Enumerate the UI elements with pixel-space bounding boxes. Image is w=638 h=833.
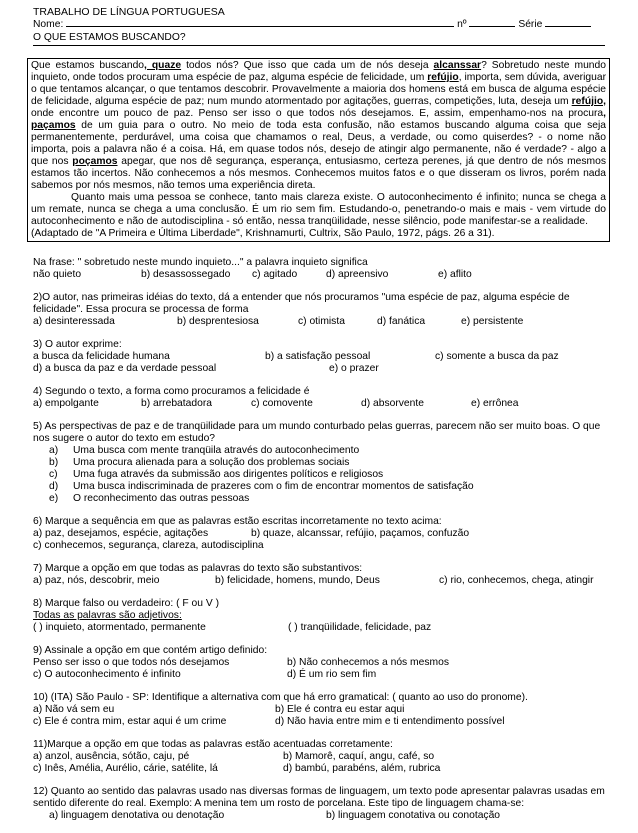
option-a: a) Uma busca com mente tranqüila através do autoconhecimento (49, 445, 360, 456)
question-4 (33, 386, 618, 410)
answer-options (33, 810, 618, 822)
option-d: d) fanática (377, 316, 426, 327)
answer-options (33, 704, 618, 716)
number-label: nº (457, 19, 467, 30)
question-stem: 12) Quanto ao sentido das palavras usado nas diversas formas de linguagem, um texto pode apresentar palavras usadas em sentido diferente do real. Exemplo: A menina tem um rosto de porcelana. Este tipo de linguagem chama-se: (33, 786, 605, 809)
option-d: d) apreensivo (326, 269, 389, 280)
question-2 (33, 292, 618, 328)
option-d: d) Uma busca indiscriminada de prazeres com o fim de encontrar momentos de satisfação (49, 481, 474, 492)
option-a: a) Não vá sem eu (33, 704, 115, 715)
name-label: Nome: (33, 19, 64, 30)
misspelled-word: , paçamos (31, 108, 606, 131)
answer-options (33, 363, 618, 375)
answer-options (33, 751, 618, 763)
option-d: d) a busca da paz e da verdade pessoal (33, 363, 217, 374)
option-a: Penso ser isso o que todos nós desejamos (33, 657, 230, 668)
questions-section (33, 257, 618, 833)
question-7 (33, 563, 618, 587)
question-stem: 5) As perspectivas de paz e de tranqüilidade para um mundo conturbado pelas guerras, parecem não ser muito boas. O que nos sugere o autor do texto em estudo? (33, 421, 601, 444)
option-b: b) linguagem conotativa ou conotação (326, 810, 501, 821)
option-a: a) empolgante (33, 398, 99, 409)
question-stem: 10) (ITA) São Paulo - SP: Identifique a alternativa com que há erro gramatical: ( quanto ao uso do pronome). (33, 692, 528, 703)
option-b: b) Mamorê, caquí, angu, café, so (283, 751, 435, 762)
option-e: e) errônea (471, 398, 519, 409)
grade-blank (545, 26, 591, 27)
question-12 (33, 786, 618, 822)
option-b: b) Ele é contra eu estar aqui (275, 704, 405, 715)
true-false-item-2: ( ) tranqüilidade, felicidade, paz (288, 622, 432, 633)
option-b: b) Não conhecemos a nós mesmos (287, 657, 449, 668)
question-stem: 3) O autor exprime: (33, 339, 122, 350)
question-stem: 8) Marque falso ou verdadeiro: ( F ou V ) (33, 598, 220, 609)
worksheet-header (33, 6, 613, 46)
option-e: e) aflito (438, 269, 472, 280)
option-e: e) O reconhecimento das outras pessoas (49, 493, 250, 504)
answer-options (33, 763, 618, 775)
option-d: d) É um rio sem fim (287, 669, 377, 680)
option-b: b) felicidade, homens, mundo, Deus (215, 575, 380, 586)
option-c: c) Uma fuga através da submissão aos dirigentes políticos e religiosos (49, 469, 384, 480)
option-c: c) Ele é contra mim, estar aqui é um crime (33, 716, 227, 727)
worksheet-title: TRABALHO DE LÍNGUA PORTUGUESA (33, 6, 225, 18)
question-5 (33, 421, 618, 505)
question-1 (33, 257, 618, 281)
misspelled-word: refújio (427, 72, 459, 83)
option-c: c) somente a busca da paz (435, 351, 559, 362)
answer-options (33, 351, 618, 363)
number-blank (469, 26, 515, 27)
question-stem: Na frase: " sobretudo neste mundo inquieto..." a palavra inquieto significa (33, 257, 368, 268)
option-b: b) desassossegado (141, 269, 231, 280)
option-a: a) linguagem denotativa ou denotação (49, 810, 225, 821)
name-blank (66, 26, 454, 27)
student-info-line (33, 19, 613, 32)
option-b: b) quaze, alcanssar, refújio, paçamos, confuzão (251, 528, 470, 539)
option-a: a) anzol, ausência, sótão, caju, pé (33, 751, 190, 762)
option-c: c) O autoconhecimento é infinito (33, 669, 181, 680)
option-c: c) Inês, Amélia, Aurélio, cárie, satélite, lá (33, 763, 218, 774)
question-stem: 6) Marque a sequência em que as palavras estão escritas incorretamente no texto acima: (33, 516, 442, 527)
question-3 (33, 339, 618, 375)
reading-text-box (27, 58, 610, 242)
answer-options (33, 528, 618, 540)
option-a: a) desinteressada (33, 316, 115, 327)
answer-options (33, 716, 618, 728)
answer-options (33, 575, 618, 587)
option-c: c) conhecemos, segurança, clareza, autodisciplina (33, 540, 264, 551)
answer-options (33, 669, 618, 681)
question-11 (33, 739, 618, 775)
option-d: d) bambú, parabéns, além, rubrica (283, 763, 441, 774)
option-b: b) desprentesiosa (177, 316, 259, 327)
misspelled-word: poçamos (72, 156, 118, 167)
question-10 (33, 692, 618, 728)
true-false-item-1: ( ) inquieto, atormentado, permanente (33, 622, 206, 633)
option-e: e) persistente (461, 316, 524, 327)
option-c: c) agitado (252, 269, 298, 280)
option-a: a) paz, desejamos, espécie, agitações (33, 528, 209, 539)
answer-options (33, 445, 618, 505)
option-a: não quieto (33, 269, 82, 280)
option-b: b) arrebatadora (141, 398, 212, 409)
question-substem: Todas as palavras são adjetivos: (33, 610, 182, 621)
option-a: a busca da felicidade humana (33, 351, 170, 362)
grade-label: Série (518, 19, 543, 30)
option-b: b) a satisfação pessoal (265, 351, 371, 362)
misspelled-word: , quaze (144, 60, 182, 71)
option-a: a) paz, nós, descobrir, meio (33, 575, 160, 586)
question-stem: 9) Assinale a opção em que contém artigo definido: (33, 645, 268, 656)
question-9 (33, 645, 618, 681)
option-c: c) comovente (251, 398, 313, 409)
question-stem: 7) Marque a opção em que todas as palavras do texto são substantivos: (33, 563, 363, 574)
question-stem: 4) Segundo o texto, a forma como procuramos a felicidade é (33, 386, 310, 397)
misspelled-word: refújio, (571, 96, 606, 107)
option-b: b) Uma procura alienada para a solução dos problemas sociais (49, 457, 350, 468)
reading-paragraph-1: Que estamos buscando, quaze todos nós? Que isso que cada um de nós deseja alcanssar? Sobretudo neste mundo inquieto, onde todos procuram uma espécie de paz, alguma espécie de felicidade, um refújio, importa, sem dúvida, averiguar o que tentamos alcançar, o que tentamos descobrir. Provavelmente a maioria dos homens está em busca de alguma espécie de felicidade, alguma espécie de paz; num mundo atormentado por agitações, guerras, competições, luta, deseja um refújio, onde encontre um pouco de paz. Penso ser isso o que todos nós desejamos. E, assim, empenhamo-nos na procura, paçamos de um guia para o outro. No meio de toda esta confusão, não estamos buscando alguma coisa que seja permanentemente, perdurável, uma coisa que chamamos o real, Deus, a verdade, ou como quiserdes? - o nome não importa, pois a palavra não é a coisa. Há, em quase todos nós, desejo de atingir algo permanente, não é verdade? - algo a que nos poçamos apegar, que nos dê segurança, esperança, entusiasmo, certeza perenes, já que dentro de nós mesmos estamos tão incertos. Não conhecemos a nós mesmos. Conhecemos muitos fatos e o que disseram os livros, porém nada sabemos por nós mesmos, não temos uma experiência direta. (31, 60, 606, 191)
misspelled-word: alcanssar (433, 60, 482, 71)
option-e: e) o prazer (329, 363, 379, 374)
option-d: d) Não havia entre mim e ti entendimento possível (275, 716, 505, 727)
answer-options (33, 398, 618, 410)
option-d: d) absorvente (361, 398, 424, 409)
answer-options (33, 269, 618, 281)
option-c: c) rio, conhecemos, chega, atingir (439, 575, 594, 586)
text-source: (Adaptado de "A Primeira e Última Liberdade", Krishnamurti, Cultrix, São Paulo, 1972, págs. 26 a 31). (31, 228, 495, 239)
question-6 (33, 516, 618, 552)
question-stem: 11)Marque a opção em que todas as palavras estão acentuadas corretamente: (33, 739, 393, 750)
option-c: c) otimista (298, 316, 345, 327)
section-title: O QUE ESTAMOS BUSCANDO? (33, 32, 605, 46)
answer-options (33, 622, 618, 634)
question-stem: 2)O autor, nas primeiras idéias do texto, dá a entender que nós procuramos "uma espécie de paz, alguma espécie de felicidade". Essa procura se processa de forma (33, 292, 570, 315)
question-8 (33, 598, 618, 634)
answer-options (33, 316, 618, 328)
answer-options (33, 657, 618, 669)
reading-paragraph-2: Quanto mais uma pessoa se conhece, tanto mais clareza existe. O autoconhecimento é infinito; nunca se chega a um remate, nunca se chega a uma conclusão. É um rio sem fim. Estudando-o, penetrando-o mais e mais - vem virtude do autoconhecimento e não de autodisciplina - só então, nessa tranqüilidade, nesse silêncio, pode manifestar-se a realidade. (31, 192, 606, 227)
